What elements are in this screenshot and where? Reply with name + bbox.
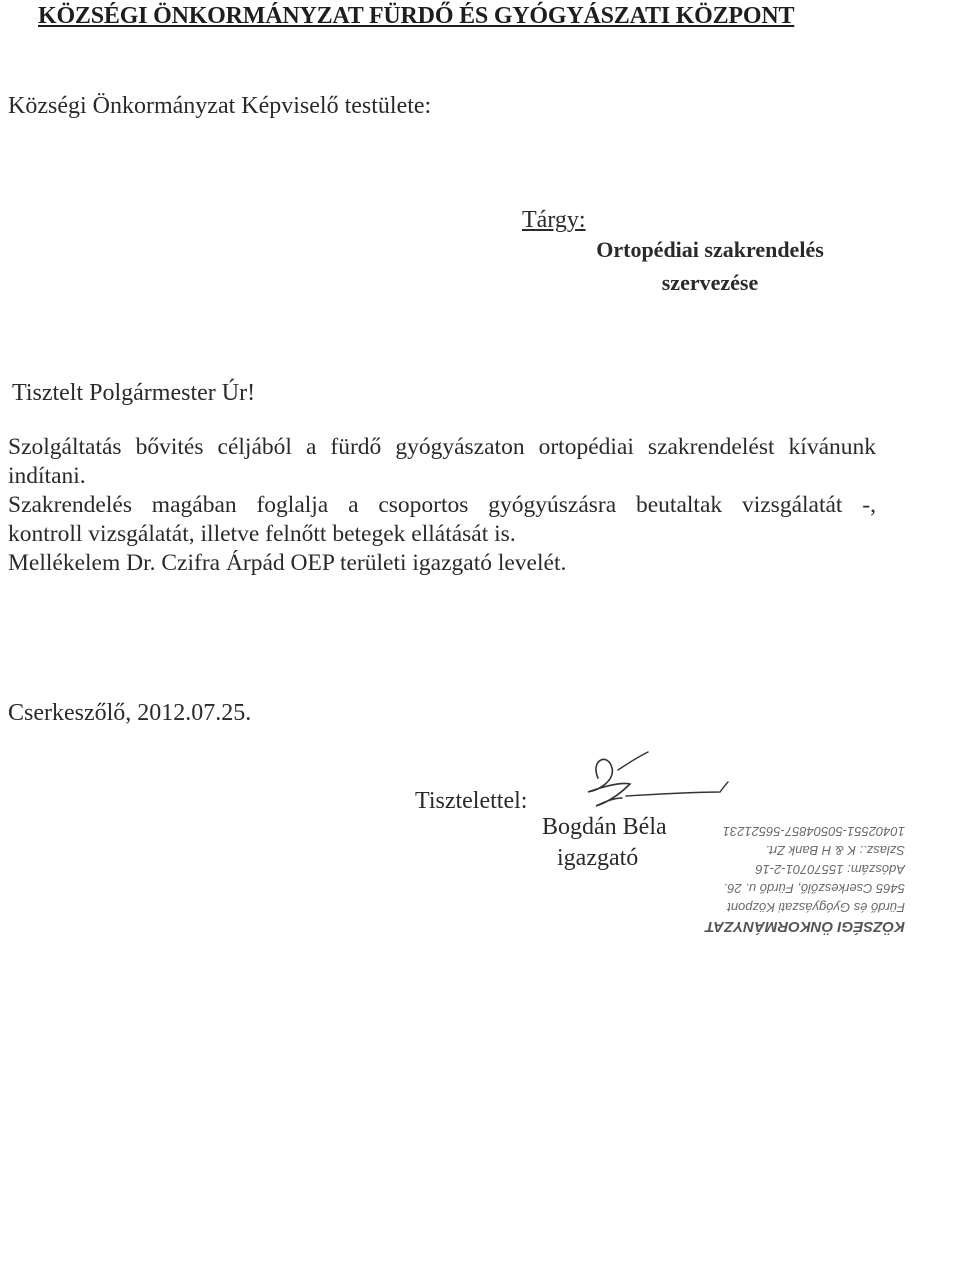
letterhead-title: KÖZSÉGI ÖNKORMÁNYZAT FÜRDŐ ÉS GYÓGYÁSZATI KÖZPONT xyxy=(38,3,795,29)
official-stamp xyxy=(655,822,905,936)
subject-line-2: szervezése xyxy=(661,270,759,295)
place-date: Cserkeszőlő, 2012.07.25. xyxy=(8,700,252,726)
closing: Tisztelettel: xyxy=(415,788,528,814)
signer-title: igazgató xyxy=(557,845,639,871)
stamp-line-3: 5465 Cserkeszőlő, Fürdő u. 26. xyxy=(723,881,905,896)
subject-text xyxy=(560,233,860,299)
body-p2-line2: kontroll vizsgálatát, illetve felnőtt betegek ellátását is. xyxy=(8,521,516,547)
body-p3: Mellékelem Dr. Czifra Árpád OEP területi igazgató levelét. xyxy=(8,550,567,576)
subject-line-1: Ortopédiai szakrendelés xyxy=(596,237,824,262)
stamp-line-5: Szlasz.: K & H Bank Zrt. xyxy=(765,843,905,858)
body-p2-line1: Szakrendelés magában foglalja a csoportos gyógyúszásra beutaltak vizsgálatát -, xyxy=(8,492,876,518)
subject-label: Tárgy: xyxy=(522,207,586,233)
body-p1-line1: Szolgáltatás bővités céljából a fürdő gyógyászaton ortopédiai szakrendelést kívánunk xyxy=(8,434,876,460)
letter-body xyxy=(8,433,876,578)
signer-name: Bogdán Béla xyxy=(542,814,667,840)
body-p1-line2: indítani. xyxy=(8,463,86,489)
stamp-line-1: KÖZSÉGI ÖNKORMÁNYZAT xyxy=(705,918,905,935)
stamp-line-2: Fürdő és Gyógyászati Központ xyxy=(727,900,905,915)
addressee: Községi Önkormányzat Képviselő testülete: xyxy=(8,93,432,119)
stamp-line-6: 10402551-50504857-56521231 xyxy=(722,824,905,839)
greeting: Tisztelt Polgármester Úr! xyxy=(12,380,256,406)
stamp-line-4: Adószám: 15570701-2-16 xyxy=(755,862,905,877)
